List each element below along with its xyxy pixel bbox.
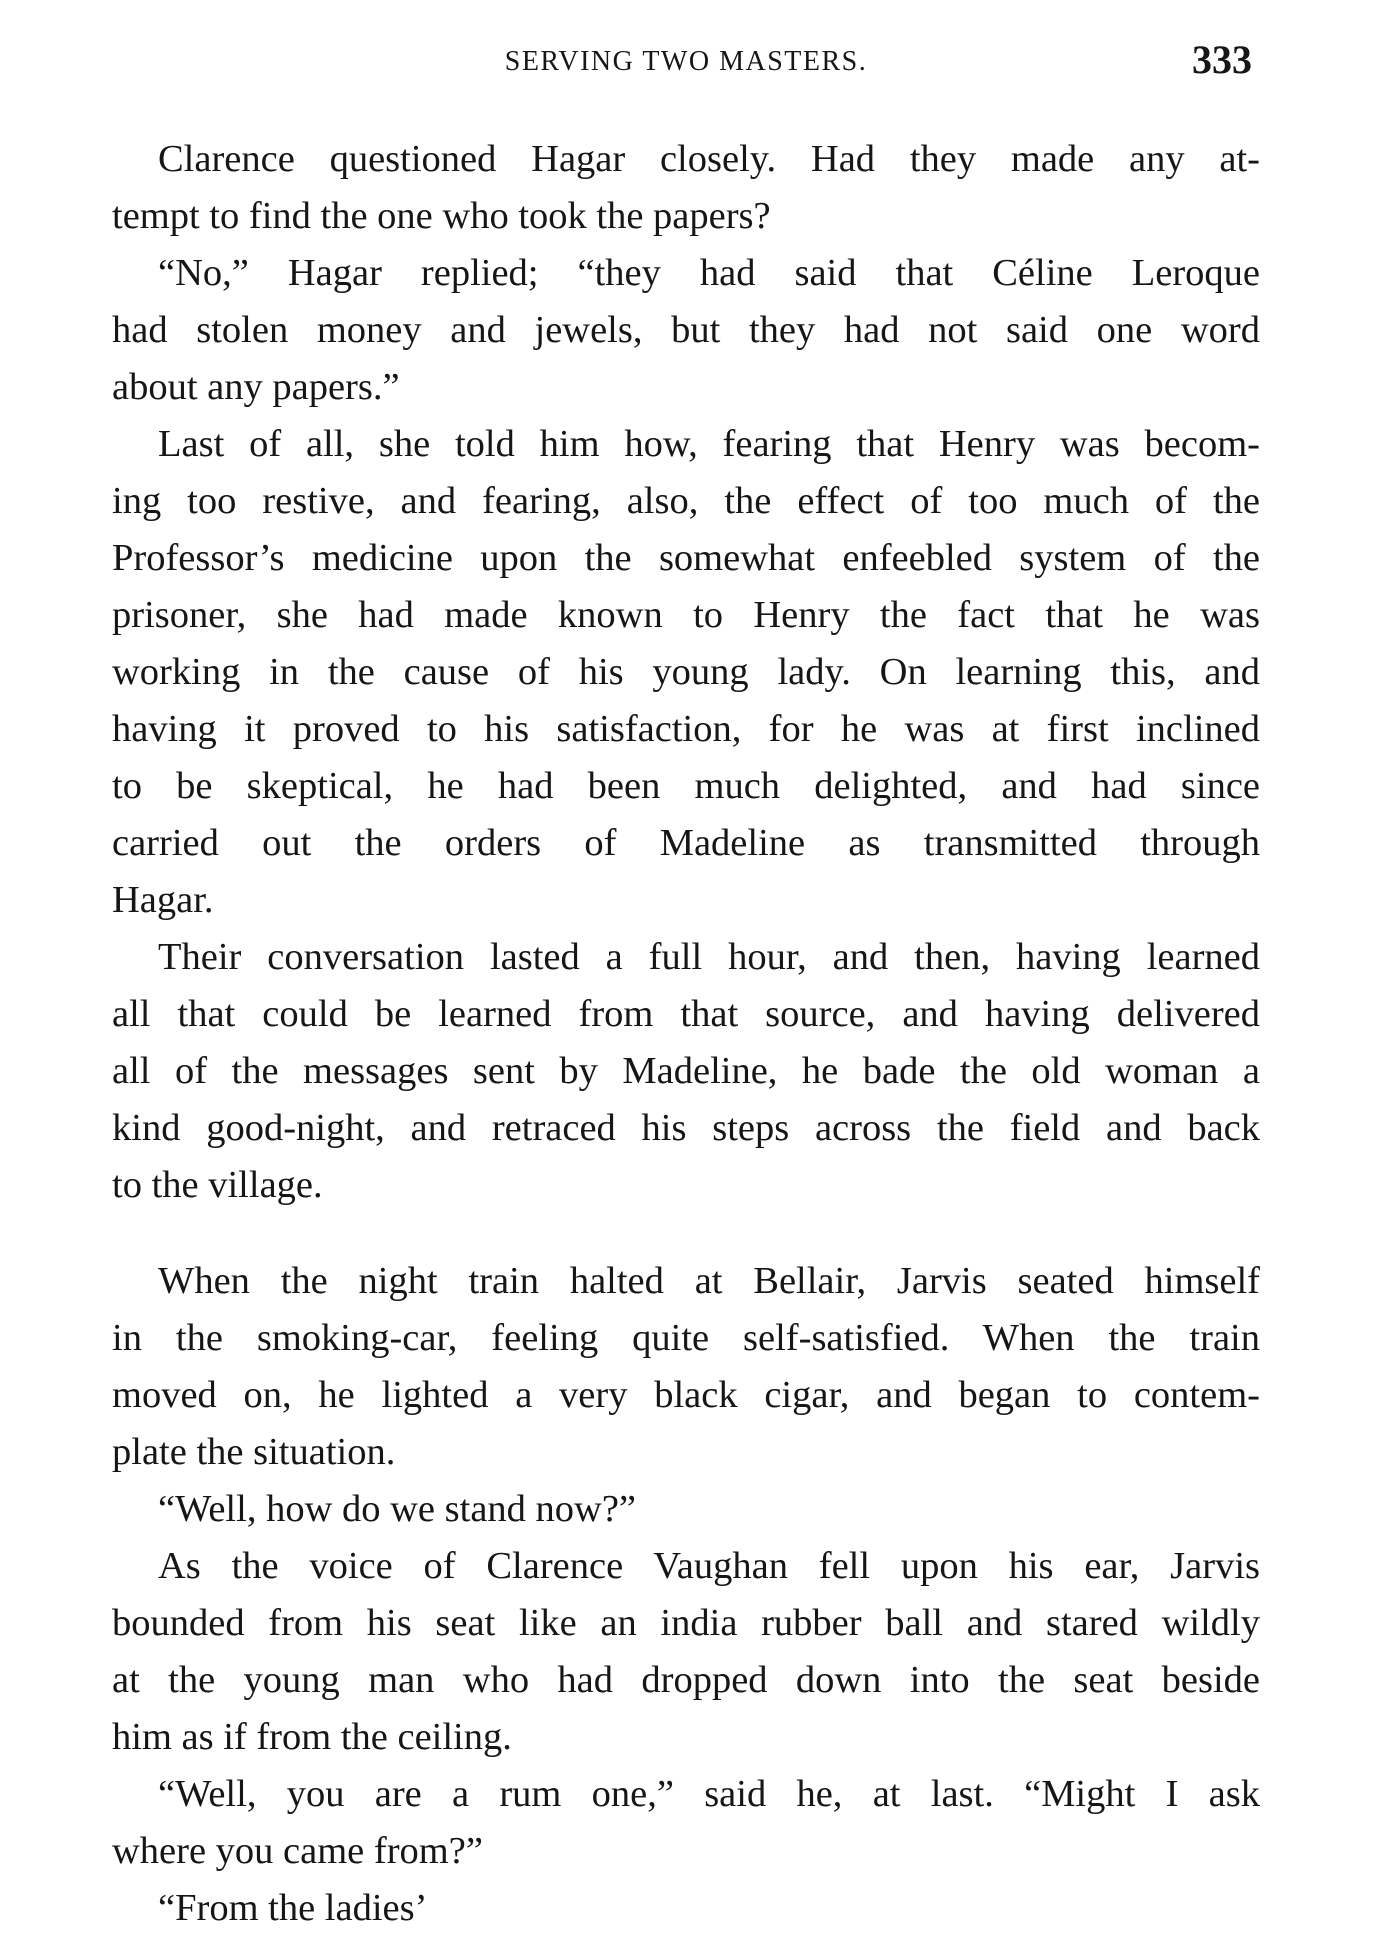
page-number: 333 [1192, 37, 1252, 82]
text-line: Hagar. [112, 879, 214, 921]
text-line: had stolen money and jewels, but they had not said one word [112, 309, 1260, 351]
text-line: having it proved to his satisfaction, for he was at first inclined [112, 708, 1260, 750]
text-line: about any papers.” [112, 366, 400, 408]
text-line: to the village. [112, 1164, 323, 1206]
text-line: “From the ladies’ [158, 1887, 428, 1929]
text-line: “Well, you are a rum one,” said he, at last. “Might I ask [158, 1773, 1260, 1815]
text-line: prisoner, she had made known to Henry the fact that he was [112, 594, 1260, 636]
text-line: Last of all, she told him how, fearing that Henry was becom- [158, 423, 1260, 465]
paragraph [112, 245, 1260, 416]
running-head [112, 36, 1260, 96]
paragraph [112, 131, 1260, 245]
text-line: Clarence questioned Hagar closely. Had they made any at- [158, 138, 1260, 180]
text-line: Professor’s medicine upon the somewhat enfeebled system of the [112, 537, 1260, 579]
text-line: to be skeptical, he had been much delighted, and had since [112, 765, 1260, 807]
text-block-lower [112, 1253, 1260, 1937]
text-line: Their conversation lasted a full hour, and then, having learned [158, 936, 1260, 978]
text-line: moved on, he lighted a very black cigar, and began to contem- [112, 1374, 1260, 1416]
text-block-upper [112, 131, 1260, 1214]
paragraph [112, 1481, 1260, 1538]
paragraph [112, 1766, 1260, 1880]
text-line: carried out the orders of Madeline as transmitted through [112, 822, 1260, 864]
text-line: tempt to find the one who took the papers? [112, 195, 771, 237]
paragraph [112, 416, 1260, 929]
paragraph [112, 1880, 1260, 1937]
text-line: all of the messages sent by Madeline, he bade the old woman a [112, 1050, 1260, 1092]
text-line: in the smoking-car, feeling quite self-satisfied. When the train [112, 1317, 1260, 1359]
text-line: him as if from the ceiling. [112, 1716, 512, 1758]
running-title: SERVING TWO MASTERS. [504, 46, 868, 77]
paragraph [112, 1538, 1260, 1766]
text-line: “Well, how do we stand now?” [158, 1488, 637, 1530]
text-line: working in the cause of his young lady. On learning this, and [112, 651, 1260, 693]
text-line: “No,” Hagar replied; “they had said that Céline Leroque [158, 252, 1260, 294]
text-line: at the young man who had dropped down into the seat beside [112, 1659, 1260, 1701]
text-line: ing too restive, and fearing, also, the effect of too much of the [112, 480, 1260, 522]
text-line: As the voice of Clarence Vaughan fell upon his ear, Jarvis [158, 1545, 1260, 1587]
text-line: plate the situation. [112, 1431, 396, 1473]
paragraph [112, 1253, 1260, 1481]
paragraph [112, 929, 1260, 1214]
text-line: where you came from?” [112, 1830, 483, 1872]
text-line: When the night train halted at Bellair, Jarvis seated himself [158, 1260, 1260, 1302]
text-line: kind good-night, and retraced his steps across the field and back [112, 1107, 1260, 1149]
text-line: all that could be learned from that source, and having delivered [112, 993, 1260, 1035]
text-line: bounded from his seat like an india rubber ball and stared wildly [112, 1602, 1260, 1644]
